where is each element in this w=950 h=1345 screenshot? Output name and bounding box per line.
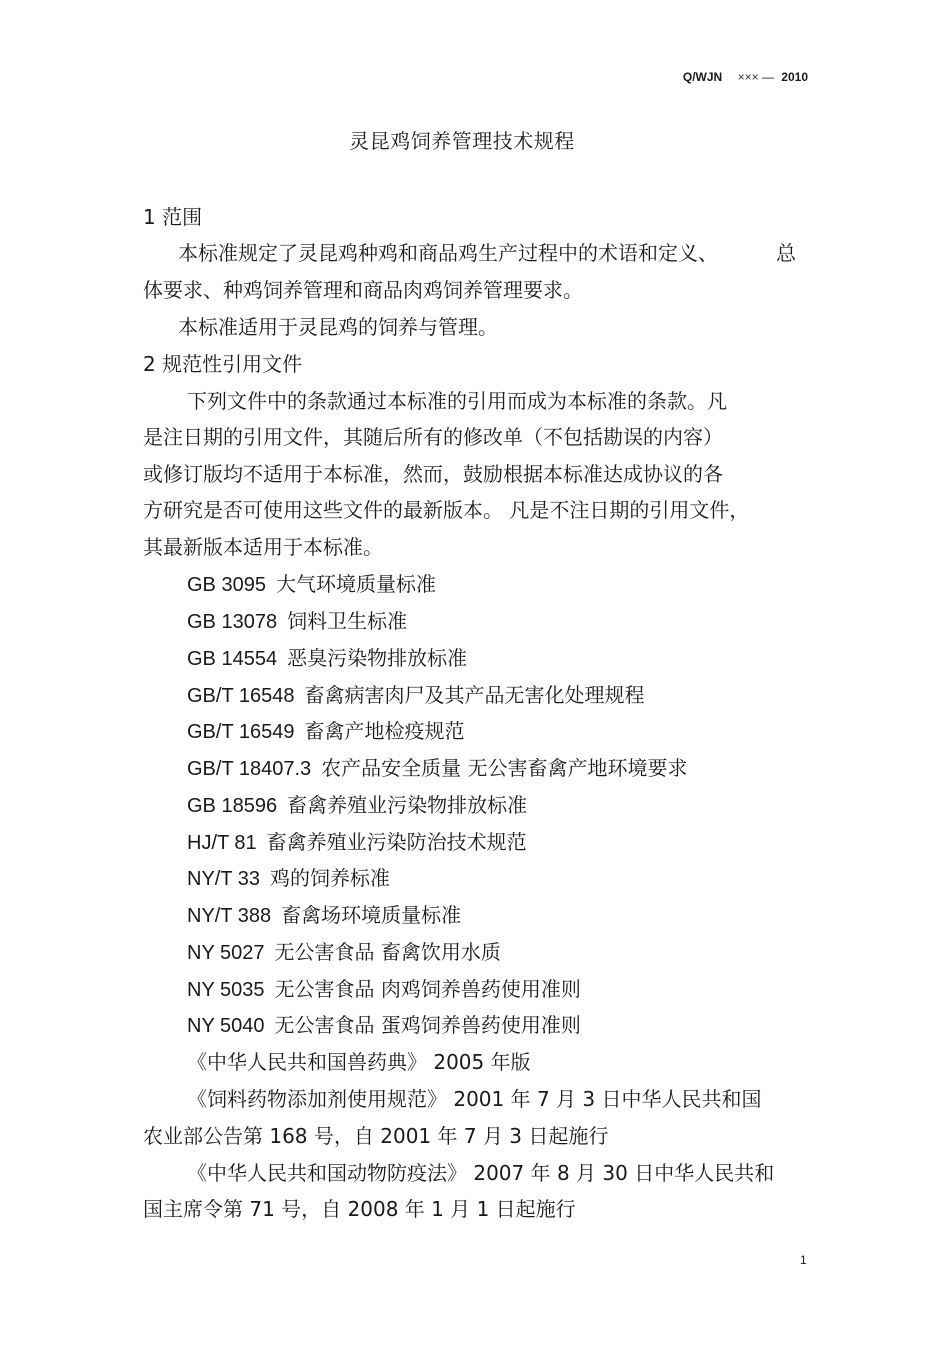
reference-epidemic-law-line-2: 国主席令第 71 号，自 2008 年 1 月 1 日起施行 — [143, 1197, 576, 1221]
reference-item — [187, 826, 527, 855]
section-1-paragraph-1-line-1: 本标准规定了灵昆鸡种鸡和商品鸡生产过程中的术语和定义、 — [178, 241, 718, 265]
section-1-paragraph-1-line-2: 体要求、种鸡饲养管理和商品肉鸡饲养管理要求。 — [143, 278, 583, 302]
reference-feed-additive-line-1: 《饲料药物添加剂使用规范》 2001 年 7 月 3 日中华人民共和国 — [187, 1087, 762, 1111]
section-2-paragraph-line: 或修订版均不适用于本标准，然而，鼓励根据本标准达成协议的各 — [143, 462, 723, 486]
reference-code: GB 18596 — [187, 795, 278, 817]
reference-title: 农产品安全质量 无公害畜禽产地环境要求 — [321, 756, 688, 780]
reference-item — [187, 752, 688, 781]
reference-title: 畜禽养殖业污染物排放标准 — [287, 793, 528, 817]
section-1-heading: 1 范围 — [143, 205, 203, 229]
reference-code: GB/T 16548 — [187, 685, 295, 707]
reference-item — [187, 605, 407, 634]
reference-feed-additive-line-2: 农业部公告第 168 号，自 2001 年 7 月 3 日起施行 — [143, 1124, 609, 1148]
section-1-paragraph-2: 本标准适用于灵昆鸡的饲养与管理。 — [178, 315, 498, 339]
reference-code: GB/T 18407.3 — [187, 758, 312, 780]
reference-code: NY 5035 — [187, 979, 265, 1001]
reference-code: NY 5040 — [187, 1015, 265, 1037]
document-title: 灵昆鸡饲养管理技术规程 — [349, 129, 575, 153]
reference-item — [187, 642, 467, 671]
reference-item — [187, 679, 644, 708]
reference-title: 畜禽场环境质量标准 — [281, 903, 462, 927]
reference-title: 大气环境质量标准 — [275, 572, 436, 596]
page-number: 1 — [800, 1253, 807, 1267]
section-2-paragraph-line: 是注日期的引用文件，其随后所有的修改单（不包括勘误的内容） — [143, 425, 723, 449]
document-header — [683, 70, 808, 84]
reference-title: 无公害食品 肉鸡饲养兽药使用准则 — [274, 977, 581, 1001]
reference-item — [187, 715, 464, 744]
reference-item — [187, 862, 390, 891]
reference-item — [187, 568, 436, 597]
section-1-paragraph-1-line-1-end: 总 — [776, 241, 796, 265]
header-dash: — — [761, 70, 774, 84]
standard-year: 2010 — [781, 70, 808, 84]
reference-item — [187, 936, 501, 965]
reference-item — [187, 973, 581, 1002]
reference-title: 饲料卫生标准 — [287, 609, 408, 633]
reference-veterinary-pharmacopoeia: 《中华人民共和国兽药典》 2005 年版 — [187, 1050, 531, 1074]
reference-code: NY 5027 — [187, 942, 265, 964]
reference-title: 畜禽养殖业污染防治技术规范 — [266, 830, 527, 854]
reference-title: 无公害食品 畜禽饮用水质 — [274, 940, 501, 964]
reference-code: GB 14554 — [187, 648, 278, 670]
section-2-paragraph-line: 其最新版本适用于本标准。 — [143, 535, 383, 559]
section-2-heading: 2 规范性引用文件 — [143, 352, 303, 376]
reference-title: 无公害食品 蛋鸡饲养兽药使用准则 — [274, 1013, 581, 1037]
reference-title: 恶臭污染物排放标准 — [287, 646, 468, 670]
reference-title: 鸡的饲养标准 — [270, 866, 390, 890]
reference-item — [187, 789, 527, 818]
standard-number-placeholder: ××× — [737, 70, 759, 84]
section-2-paragraph-line: 下列文件中的条款通过本标准的引用而成为本标准的条款。凡 — [187, 389, 727, 413]
reference-code: NY/T 388 — [187, 905, 272, 927]
reference-item — [187, 1009, 581, 1038]
section-2-paragraph-line: 方研究是否可使用这些文件的最新版本。 凡是不注日期的引用文件， — [143, 498, 750, 522]
reference-code: HJ/T 81 — [187, 832, 257, 854]
reference-code: GB 13078 — [187, 611, 278, 633]
reference-item — [187, 899, 461, 928]
reference-code: NY/T 33 — [187, 868, 260, 890]
reference-title: 畜禽病害肉尸及其产品无害化处理规程 — [304, 683, 645, 707]
reference-epidemic-law-line-1: 《中华人民共和国动物防疫法》 2007 年 8 月 30 日中华人民共和 — [187, 1161, 775, 1185]
standard-code: Q/WJN — [682, 70, 723, 84]
reference-title: 畜禽产地检疫规范 — [304, 719, 465, 743]
reference-code: GB/T 16549 — [187, 721, 295, 743]
reference-code: GB 3095 — [187, 574, 266, 596]
